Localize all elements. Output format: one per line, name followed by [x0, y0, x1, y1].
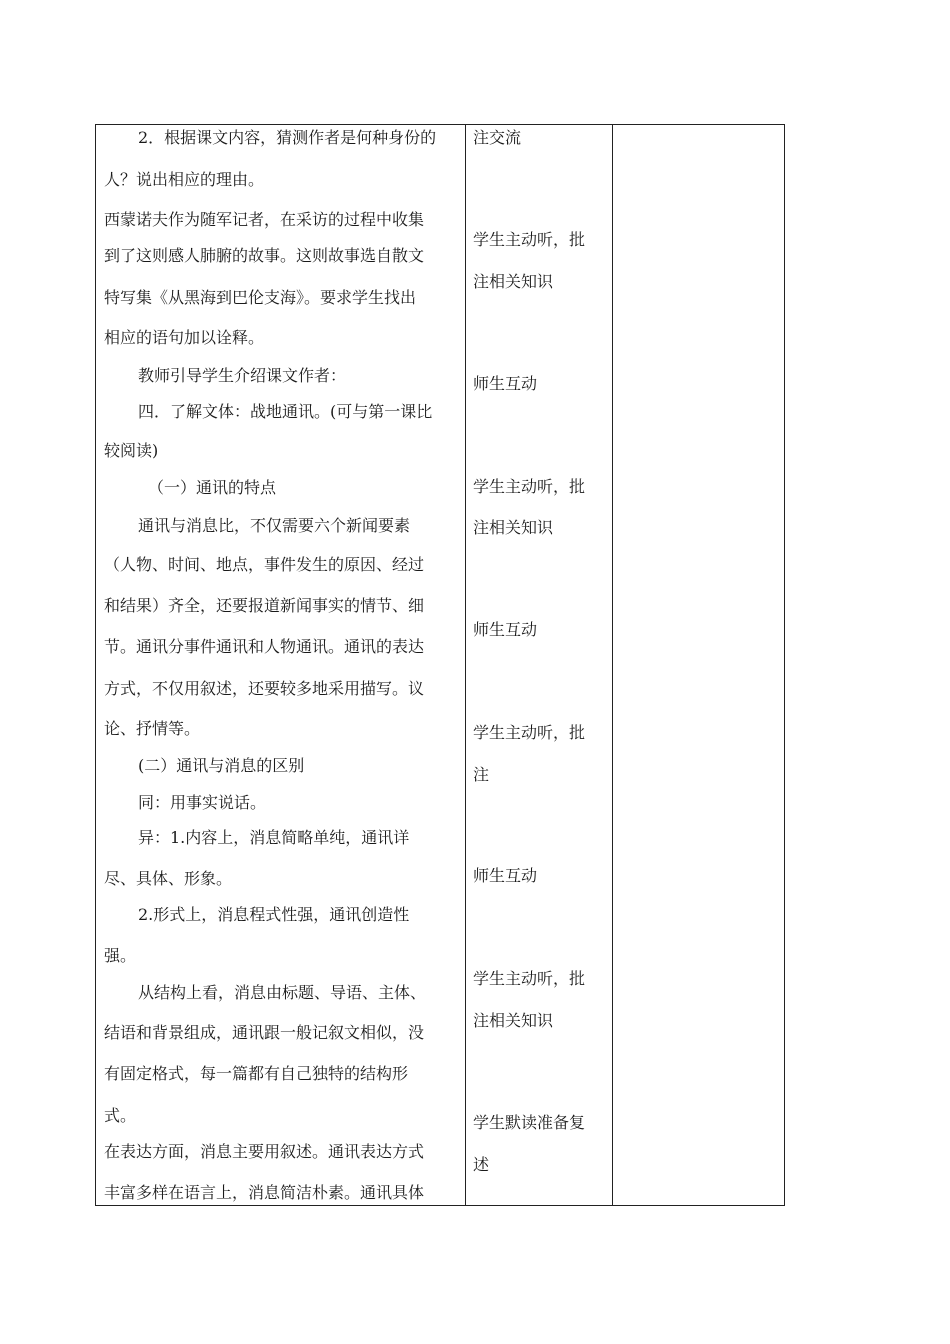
- activity-line: 注相关知识: [473, 272, 554, 291]
- content-line: 通讯与消息比，不仅需要六个新闻要素: [138, 516, 411, 535]
- content-line: 异：1.内容上，消息简略单纯，通讯详: [138, 828, 410, 847]
- content-line: 节。通讯分事件通讯和人物通讯。通讯的表达: [104, 637, 425, 656]
- content-line: 在表达方面，消息主要用叙述。通讯表达方式: [104, 1142, 425, 1161]
- lesson-table: [95, 124, 785, 1206]
- activity-line: 注相关知识: [473, 518, 554, 537]
- content-line: 相应的语句加以诠释。: [104, 328, 265, 347]
- activity-line: 学生主动听，批: [473, 230, 586, 249]
- activity-line: 注: [473, 765, 490, 784]
- content-line: 四．了解文体：战地通讯。(可与第一课比: [138, 402, 433, 421]
- section-heading: (二）通讯与消息的区别: [138, 756, 305, 775]
- activity-line: 学生主动听，批: [473, 969, 586, 988]
- content-line: 2.形式上，消息程式性强，通讯创造性: [138, 905, 410, 924]
- activity-line: 述: [473, 1155, 490, 1174]
- content-line: 结语和背景组成，通讯跟一般记叙文相似，没: [104, 1023, 425, 1042]
- content-line: （人物、时间、地点，事件发生的原因、经过: [104, 555, 425, 574]
- content-line: 丰富多样在语言上，消息简洁朴素。通讯具体: [104, 1183, 425, 1202]
- activity-line: 学生默读准备复: [473, 1113, 586, 1132]
- activity-line: 师生互动: [473, 374, 538, 393]
- column-divider: [465, 125, 466, 1205]
- activity-line: 师生互动: [473, 620, 538, 639]
- activity-line: 师生互动: [473, 866, 538, 885]
- content-line: 较阅读): [104, 441, 159, 460]
- activity-line: 学生主动听，批: [473, 477, 586, 496]
- content-line: 和结果）齐全，还要报道新闻事实的情节、细: [104, 596, 425, 615]
- content-line: 教师引导学生介绍课文作者：: [138, 366, 347, 385]
- content-line: 从结构上看，消息由标题、导语、主体、: [138, 983, 427, 1002]
- content-line: 有固定格式，每一篇都有自己独特的结构形: [104, 1064, 409, 1083]
- content-line: 强。: [104, 946, 137, 965]
- content-line: 尽、具体、形象。: [104, 869, 233, 888]
- section-heading: （一）通讯的特点: [148, 478, 277, 497]
- content-line: 同：用事实说话。: [138, 793, 267, 812]
- content-line: 到了这则感人肺腑的故事。这则故事选自散文: [104, 246, 425, 265]
- content-line: 式。: [104, 1106, 137, 1125]
- content-line: 西蒙诺夫作为随军记者，在采访的过程中收集: [104, 210, 425, 229]
- content-line: 特写集《从黑海到巴伦支海》。要求学生找出: [104, 288, 417, 307]
- column-divider: [612, 125, 613, 1205]
- content-line: 2．根据课文内容，猜测作者是何种身份的: [138, 128, 437, 147]
- content-line: 人？说出相应的理由。: [104, 170, 265, 189]
- activity-line: 注相关知识: [473, 1011, 554, 1030]
- content-line: 论、抒情等。: [104, 719, 201, 738]
- activity-line: 学生主动听，批: [473, 723, 586, 742]
- activity-line: 注交流: [473, 128, 522, 147]
- content-line: 方式，不仅用叙述，还要较多地采用描写。议: [104, 679, 425, 698]
